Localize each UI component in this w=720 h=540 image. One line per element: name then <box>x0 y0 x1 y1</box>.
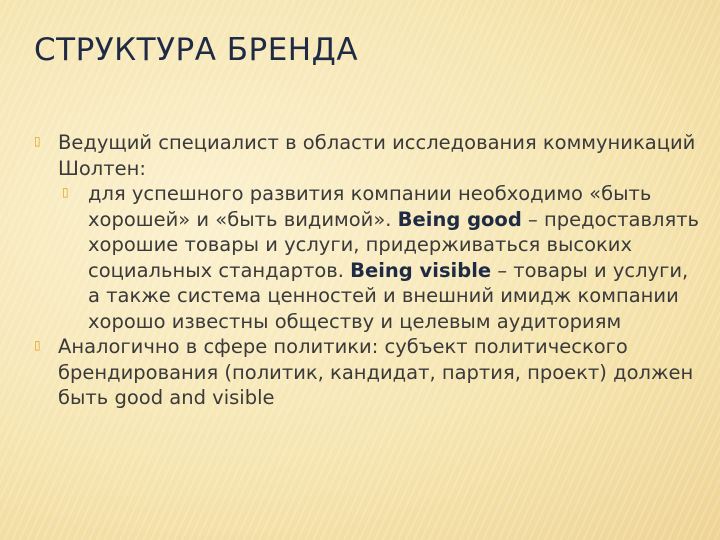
bullet-icon: ▯ <box>62 185 69 199</box>
bullet-text-1: Ведущий специалист в области исследования коммуникаций Шолтен: <box>58 131 696 180</box>
bullet-icon: ▯ <box>34 134 41 148</box>
bullet-item-2 <box>34 334 706 411</box>
being-visible-term: Being visible <box>350 258 492 282</box>
bullet-text-2: Аналогично в сфере политики: субъект политического брендирования (политик, кандидат, партия, проект) должен быть good and visible <box>58 335 694 409</box>
being-good-term: Being good <box>397 207 522 231</box>
sub-bullet-text-part-3: – товары и услуги, а также система ценностей и внешний имидж компании хорошо известны обществу и целевым аудиториям <box>88 258 689 333</box>
slide-title: СТРУКТУРА БРЕНДА <box>34 32 359 68</box>
slide-body <box>34 130 706 411</box>
bullet-icon: ▯ <box>34 338 41 352</box>
bullet-item-1 <box>34 130 706 181</box>
sub-bullet-text-part-2: – предоставлять хорошие товары и услуги, придерживаться высоких социальных стандартов. <box>88 207 700 282</box>
sub-bullet-item-1 <box>34 181 706 334</box>
sub-bullet-text-part-1: для успешного развития компании необходимо «быть хорошей» и «быть видимой». <box>88 182 652 231</box>
